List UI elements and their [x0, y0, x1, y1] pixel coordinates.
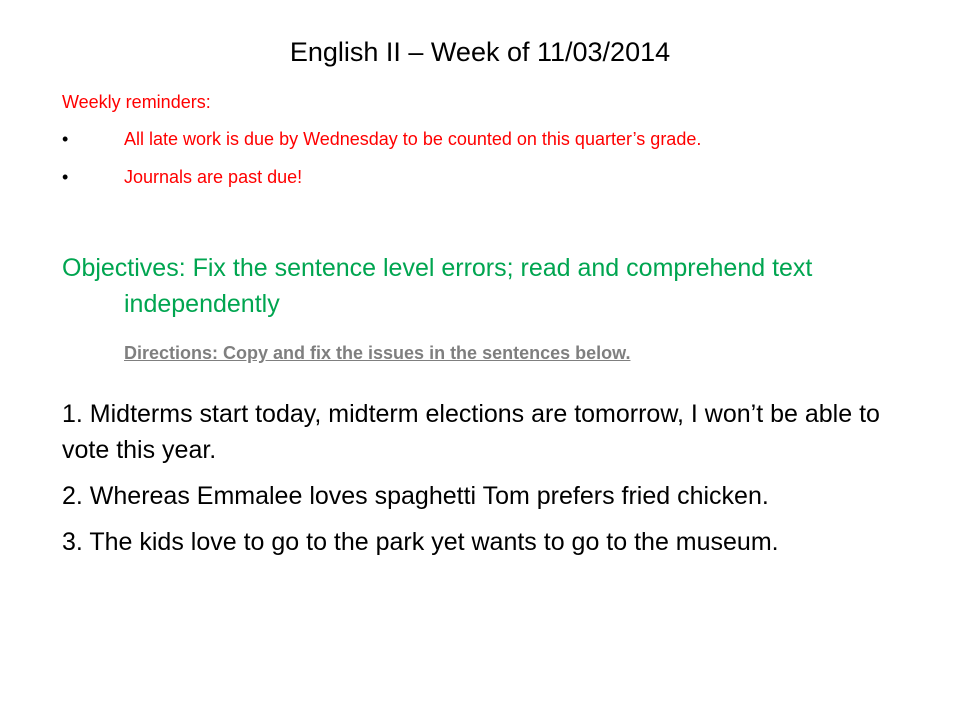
objectives-text: Objectives: Fix the sentence level errors; read and comprehend text independently: [62, 254, 813, 318]
sentence-item: 3. The kids love to go to the park yet wants to go to the museum.: [62, 528, 779, 556]
reminders-list: [62, 126, 862, 202]
bullet-icon: •: [62, 129, 69, 149]
bullet-icon: •: [62, 167, 69, 187]
reminder-item: [62, 126, 862, 152]
slide-title: English II – Week of 11/03/2014: [289, 37, 671, 67]
directions-text: Directions: Copy and fix the issues in the sentences below.: [124, 343, 631, 363]
sentence-item: 2. Whereas Emmalee loves spaghetti Tom prefers fried chicken.: [62, 482, 769, 510]
sentence-item: 1. Midterms start today, midterm elections are tomorrow, I won’t be able to vote this year.: [62, 400, 880, 464]
reminders-heading: Weekly reminders:: [62, 92, 211, 112]
reminder-text: All late work is due by Wednesday to be counted on this quarter’s grade.: [124, 129, 702, 149]
reminder-item: [62, 164, 862, 190]
reminder-text: Journals are past due!: [124, 167, 303, 187]
sentence-list: [62, 396, 912, 570]
